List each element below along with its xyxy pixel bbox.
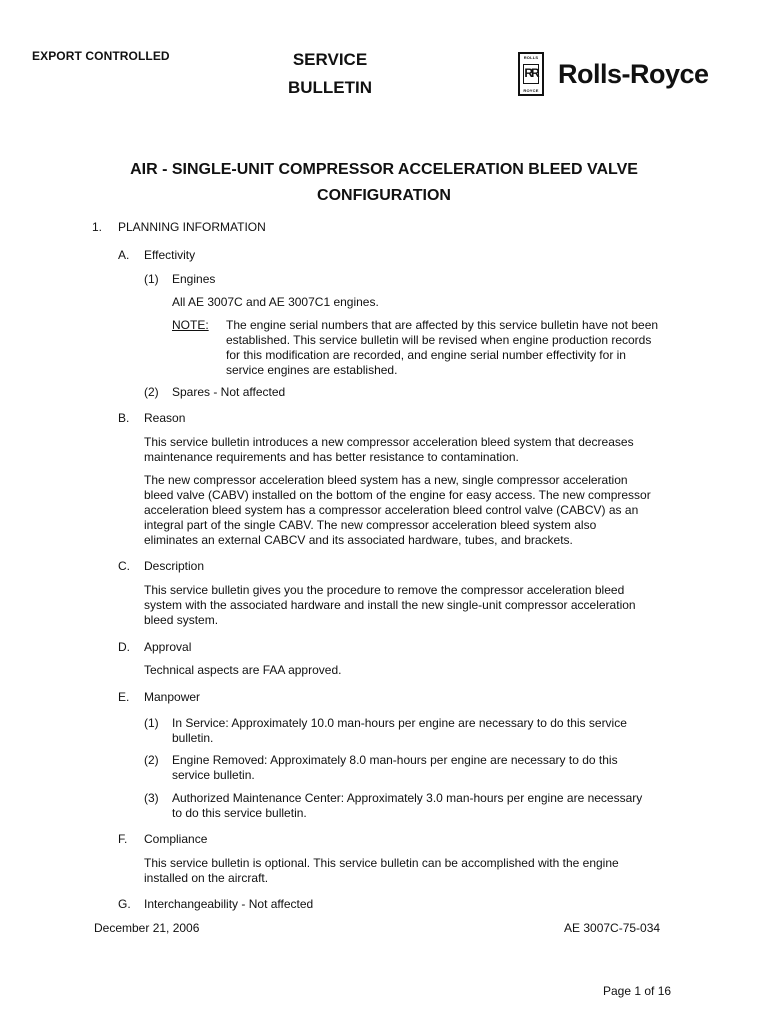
bulletin-title (80, 157, 688, 209)
item-a1-number: (1) (144, 272, 159, 286)
compliance-paragraph (144, 856, 619, 886)
export-control-label: EXPORT CONTROLLED (32, 49, 170, 63)
paragraph-line: maintenance requirements and has better resistance to contamination. (144, 450, 519, 464)
manpower-item-number: (3) (144, 791, 159, 805)
title-line1: AIR - SINGLE-UNIT COMPRESSOR ACCELERATION BLEED VALVE (130, 161, 638, 178)
note-line: service engines are established. (226, 363, 398, 377)
paragraph-line: bleed valve (CABV) installed on the bottom of the engine for easy access. The new compressor (144, 488, 651, 502)
subsection-f-heading: Compliance (144, 832, 208, 846)
reason-paragraph-2 (144, 473, 651, 548)
subsection-g-heading: Interchangeability - Not affected (144, 897, 314, 911)
doc-type-line2: BULLETIN (287, 78, 373, 97)
paragraph-line: system with the associated hardware and install the new single-unit compressor acceleration (144, 598, 636, 612)
subsection-d-heading: Approval (144, 640, 192, 654)
approval-paragraph: Technical aspects are FAA approved. (144, 663, 342, 677)
note-line: for this modification are recorded, and engine serial number effectivity for in (226, 348, 626, 362)
note-line: established. This service bulletin will be revised when engine production records (226, 333, 652, 347)
subsection-a-letter: A. (118, 248, 130, 262)
item-a1-text: All AE 3007C and AE 3007C1 engines. (172, 295, 379, 309)
paragraph-line: bulletin. (172, 731, 214, 745)
paragraph-line: Engine Removed: Approximately 8.0 man-hours per engine are necessary to do this (172, 753, 618, 767)
title-line2: CONFIGURATION (317, 187, 451, 204)
description-paragraph (144, 583, 636, 628)
paragraph-line: integral part of the single CABV. The new compressor acceleration bleed system also (144, 518, 597, 532)
paragraph-line: service bulletin. (172, 768, 255, 782)
footer-doc-number: AE 3007C-75-034 (564, 921, 661, 935)
item-a1-label: Engines (172, 272, 216, 286)
badge-bottom-text: ROYCE (523, 88, 539, 93)
subsection-c-heading: Description (144, 559, 205, 573)
manpower-item-number: (1) (144, 716, 159, 730)
note-label: NOTE: (172, 318, 209, 332)
paragraph-line: This service bulletin is optional. This service bulletin can be accomplished with the engine (144, 856, 619, 870)
manpower-item-text (172, 791, 642, 821)
subsection-f-letter: F. (118, 832, 128, 846)
manpower-item-text (172, 753, 618, 783)
brand-name: Rolls-Royce (558, 58, 709, 89)
footer-page-number: Page 1 of 16 (603, 984, 672, 998)
item-a2-number: (2) (144, 385, 159, 399)
paragraph-line: eliminates an external CABCV and its associated hardware, tubes, and brackets. (144, 533, 573, 547)
section-number: 1. (92, 220, 103, 234)
manpower-item-text (172, 716, 627, 746)
subsection-e-letter: E. (118, 690, 130, 704)
subsection-b-letter: B. (118, 411, 130, 425)
subsection-b-heading: Reason (144, 411, 186, 425)
section-heading: PLANNING INFORMATION (118, 220, 266, 234)
paragraph-line: acceleration bleed system has a compressor acceleration bleed control valve (CABCV) as an (144, 503, 639, 517)
subsection-e-heading: Manpower (144, 690, 201, 704)
paragraph-line: to do this service bulletin. (172, 806, 307, 820)
manpower-item-number: (2) (144, 753, 159, 767)
item-a2-label: Spares - Not affected (172, 385, 286, 399)
subsection-g-letter: G. (118, 897, 131, 911)
paragraph-line: Authorized Maintenance Center: Approximately 3.0 man-hours per engine are necessary (172, 791, 643, 805)
rolls-royce-logo (518, 52, 709, 96)
paragraph-line: bleed system. (144, 613, 219, 627)
rr-badge-icon (518, 52, 544, 96)
paragraph-line: This service bulletin introduces a new compressor acceleration bleed system that decreases (144, 435, 634, 449)
subsection-d-letter: D. (118, 640, 130, 654)
doc-type-line1: SERVICE (292, 50, 368, 69)
note-text (226, 318, 658, 378)
paragraph-line: installed on the aircraft. (144, 871, 269, 885)
note-line: The engine serial numbers that are affected by this service bulletin have not been (226, 318, 659, 332)
paragraph-line: This service bulletin gives you the procedure to remove the compressor acceleration bleed (144, 583, 625, 597)
subsection-c-letter: C. (118, 559, 130, 573)
paragraph-line: In Service: Approximately 10.0 man-hours per engine are necessary to do this service (172, 716, 627, 730)
badge-mark: RR (523, 64, 539, 84)
footer-date: December 21, 2006 (94, 921, 200, 935)
subsection-a-heading: Effectivity (144, 248, 196, 262)
badge-top-text: ROLLS (523, 55, 539, 60)
paragraph-line: The new compressor acceleration bleed system has a new, single compressor acceleration (144, 473, 628, 487)
reason-paragraph-1 (144, 435, 634, 465)
